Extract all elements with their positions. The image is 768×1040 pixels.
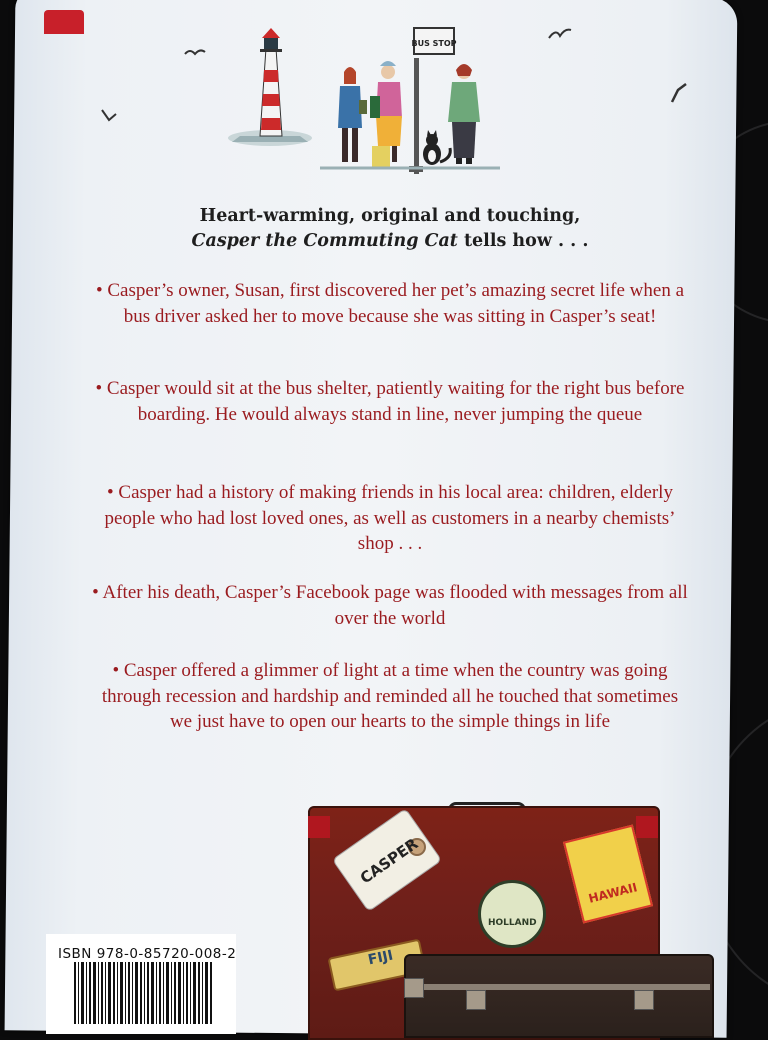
blurb-intro xyxy=(90,204,690,254)
holland-sticker-label: HOLLAND xyxy=(488,918,537,928)
intro-line-1: Heart-warming, original and touching, xyxy=(199,206,581,226)
blurb-bullet-1: • Casper’s owner, Susan, first discovered her pet’s amazing secret life when a bus driver asked her to move because she was sitting in Casper’s seat! xyxy=(95,280,685,327)
suitcase-corner xyxy=(308,816,330,838)
luggage-tag-label: CASPER xyxy=(356,834,422,888)
fiji-sticker-label: FIJI xyxy=(366,947,395,969)
bus-stop-illustration xyxy=(220,18,520,178)
trunk-latch xyxy=(404,978,424,998)
intro-book-title: Casper the Commuting Cat xyxy=(191,231,458,251)
blurb-bullet-2: • Casper would sit at the bus shelter, patiently waiting for the right bus before boarding. He would always stand in line, never jumping the queue xyxy=(95,378,685,425)
isbn-number: ISBN 978-0-85720-008-2 xyxy=(58,946,237,962)
bird-icon xyxy=(670,82,688,104)
barcode-icon xyxy=(74,962,214,1024)
bus-stop-sign-text: BUS STOP xyxy=(411,39,457,48)
intro-line-2-rest: tells how . . . xyxy=(457,231,589,251)
bird-icon xyxy=(548,26,572,42)
old-trunk xyxy=(404,954,714,1038)
intro-line-2 xyxy=(90,229,690,254)
trunk-metal-band xyxy=(404,984,710,990)
blurb-bullet-5: • Casper offered a glimmer of light at a time when the country was going through recession and hardship and reminded all he touched that sometimes we just have to open our hearts to the simple things in life xyxy=(101,660,679,732)
suitcase-corner xyxy=(636,816,658,838)
trunk-latch xyxy=(634,990,654,1010)
holland-sticker xyxy=(478,880,546,948)
bird-icon xyxy=(100,108,118,128)
book-spine-corner xyxy=(44,10,84,34)
bird-icon xyxy=(184,46,206,60)
trunk-latch xyxy=(466,990,486,1010)
blurb-bullet-3: • Casper had a history of making friends in his local area: children, elderly people who had lost loved ones, as well as customers in a nearby chemists’ shop . . . xyxy=(104,482,676,554)
hawaii-sticker-label: HAWAII xyxy=(587,880,639,906)
blurb-bullet-4: • After his death, Casper’s Facebook page was flooded with messages from all over the world xyxy=(92,582,688,629)
